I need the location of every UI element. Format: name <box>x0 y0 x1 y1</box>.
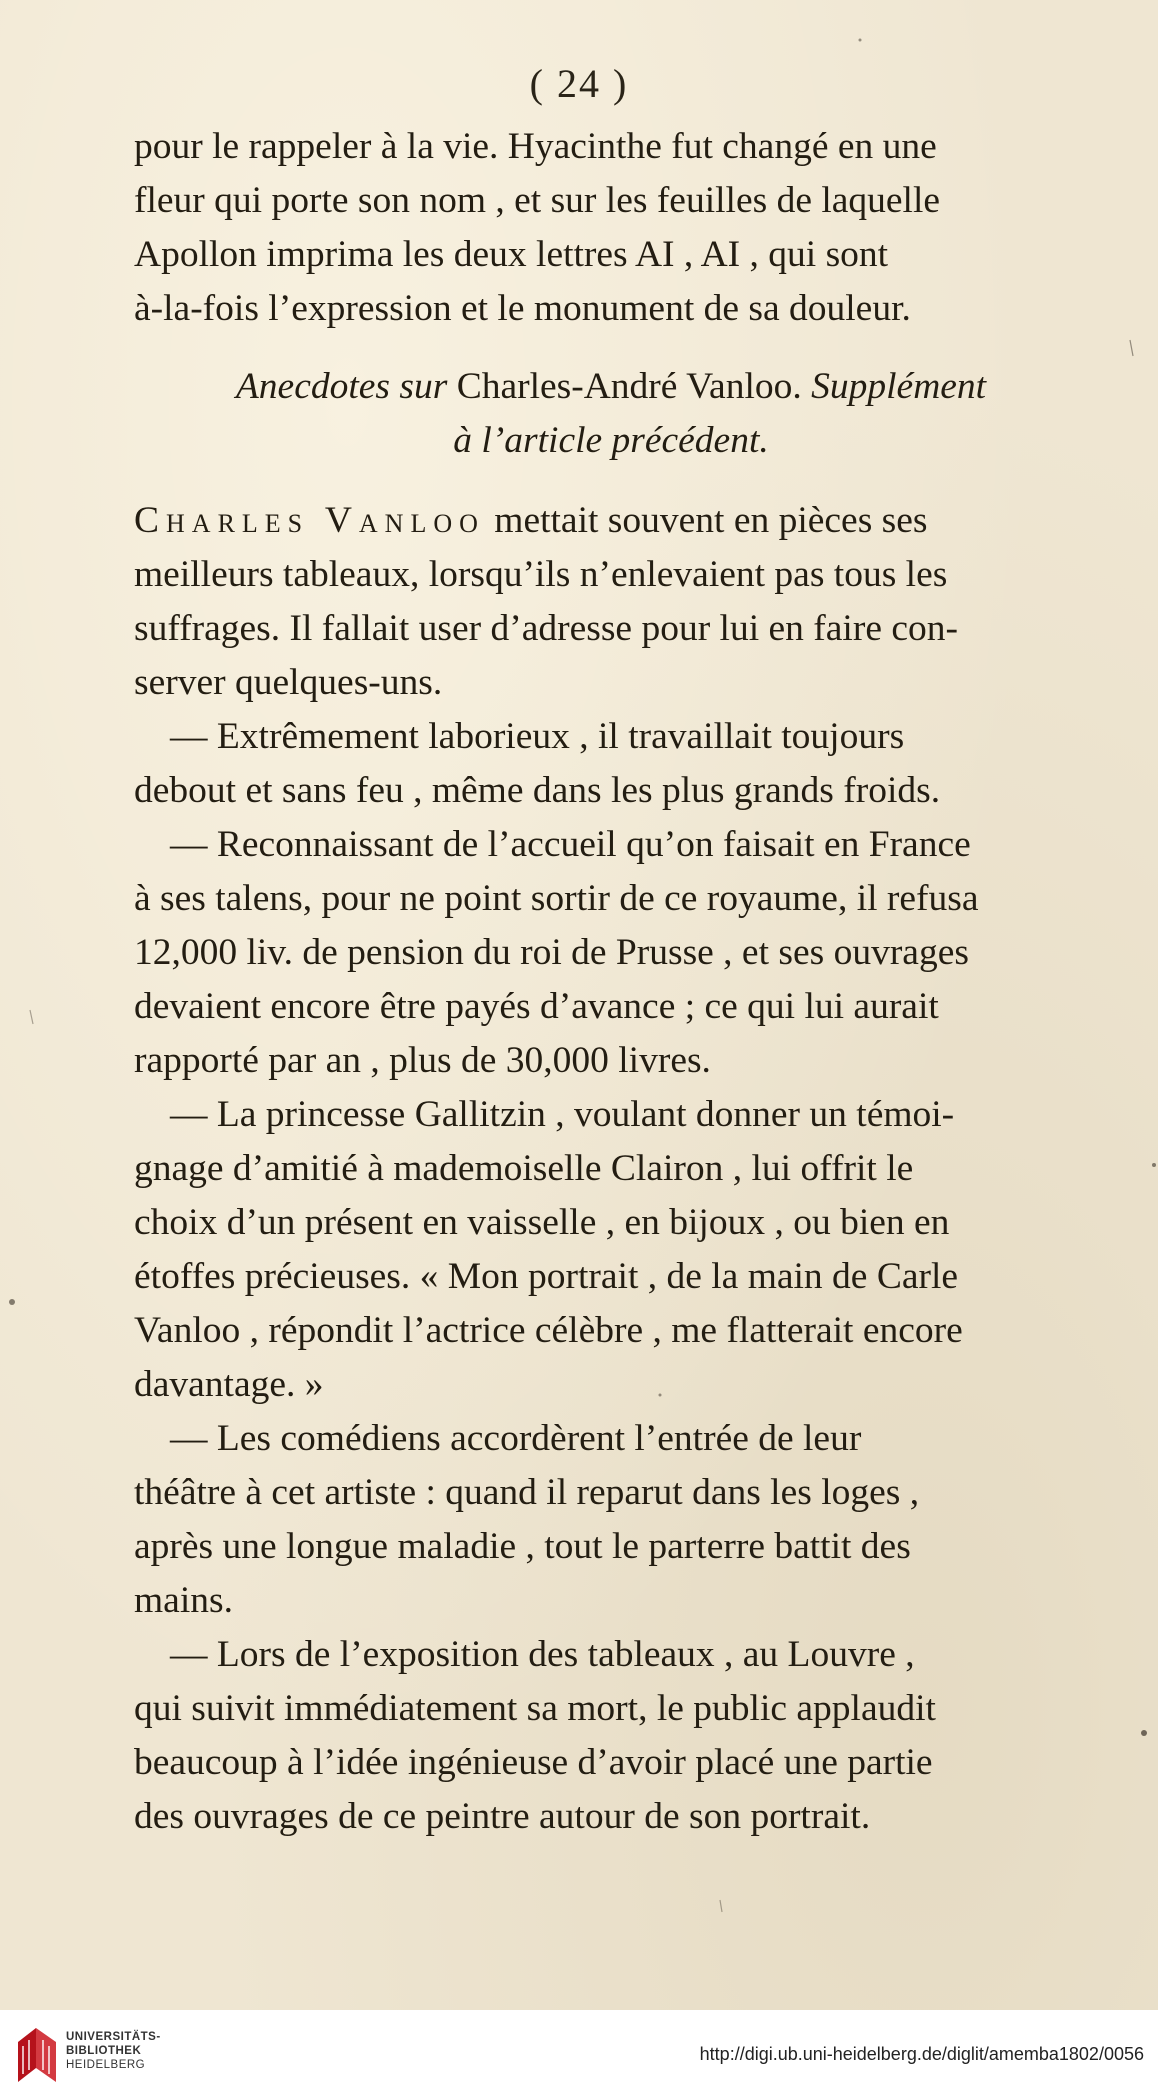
text-line: — Lors de l’exposition des tableaux , au Louvre , <box>170 1634 915 1675</box>
anecdote-paragraph-1 <box>134 494 1088 710</box>
anecdote-paragraph-2 <box>134 710 1088 818</box>
library-name-line: BIBLIOTHEK <box>66 2045 142 2057</box>
library-name-line: UNIVERSITÄTS- <box>66 2031 161 2043</box>
heading-line-2: à l’article précédent. <box>453 420 769 461</box>
heading-prefix: Anecdotes sur <box>235 366 448 407</box>
text-line: beaucoup à l’idée ingénieuse d’avoir placé une partie <box>134 1742 933 1783</box>
text-line: server quelques-uns. <box>134 662 443 703</box>
lead-name: Charles Vanloo <box>134 500 485 541</box>
heading-suffix: Supplément <box>811 366 987 407</box>
anecdote-paragraph-4 <box>134 1088 1088 1412</box>
anecdote-paragraph-5 <box>134 1412 1088 1628</box>
text-line: suffrages. Il fallait user d’adresse pour lui en faire con- <box>134 608 958 649</box>
anecdote-paragraph-3 <box>134 818 1088 1088</box>
page-number: ( 24 ) <box>529 61 629 106</box>
anecdote-paragraph-6 <box>134 1628 1088 1844</box>
text-line: debout et sans feu , même dans les plus grands froids. <box>134 770 941 811</box>
text-line: — Extrêmement laborieux , il travaillait toujours <box>170 716 905 757</box>
text-line: — Les comédiens accordèrent l’entrée de leur <box>170 1418 862 1459</box>
text-line: Apollon imprima les deux lettres AI , AI , qui sont <box>134 234 889 275</box>
text-line: Vanloo , répondit l’actrice célèbre , me flatterait encore <box>134 1310 963 1351</box>
section-heading <box>134 360 1088 468</box>
text-line: — Reconnaissant de l’accueil qu’on faisait en France <box>170 824 971 865</box>
text-line: meilleurs tableaux, lorsqu’ils n’enlevaient pas tous les <box>134 554 948 595</box>
library-name <box>66 2030 161 2072</box>
text-line: théâtre à cet artiste : quand il reparut dans les loges , <box>134 1472 920 1513</box>
opening-paragraph <box>134 120 1088 336</box>
text-line: à-la-fois l’expression et le monument de sa douleur. <box>134 288 911 329</box>
text-line: étoffes précieuses. « Mon portrait , de la main de Carle <box>134 1256 959 1297</box>
text-line: 12,000 liv. de pension du roi de Prusse , et ses ouvrages <box>134 932 969 973</box>
library-logo-icon <box>14 2024 60 2084</box>
text-line: choix d’un présent en vaisselle , en bijoux , ou bien en <box>134 1202 950 1243</box>
text-line: devaient encore être payés d’avance ; ce qui lui aurait <box>134 986 939 1027</box>
permalink-url[interactable]: http://digi.ub.uni-heidelberg.de/diglit/amemba1802/0056 <box>699 2044 1144 2064</box>
library-name-line: HEIDELBERG <box>66 2059 146 2071</box>
heading-name: Charles-André Vanloo. <box>456 366 802 407</box>
text-line: après une longue maladie , tout le parterre battit des <box>134 1526 911 1567</box>
text-line: — La princesse Gallitzin , voulant donner un témoi- <box>170 1094 955 1135</box>
text-line <box>134 494 1088 548</box>
text-line: pour le rappeler à la vie. Hyacinthe fut changé en une <box>134 126 937 167</box>
text-line: rapporté par an , plus de 30,000 livres. <box>134 1040 711 1081</box>
text-line: des ouvrages de ce peintre autour de son portrait. <box>134 1796 871 1837</box>
text-line: gnage d’amitié à mademoiselle Clairon , lui offrit le <box>134 1148 914 1189</box>
text-line: fleur qui porte son nom , et sur les feuilles de laquelle <box>134 180 941 221</box>
heading-line-1 <box>134 360 1088 414</box>
viewer-footer <box>0 2010 1158 2092</box>
text-line: davantage. » <box>134 1364 324 1405</box>
text-fragment: mettait souvent en pièces ses <box>484 500 928 541</box>
text-line: qui suivit immédiatement sa mort, le public applaudit <box>134 1688 936 1729</box>
text-line: mains. <box>134 1580 233 1621</box>
text-line: à ses talens, pour ne point sortir de ce royaume, il refusa <box>134 878 979 919</box>
